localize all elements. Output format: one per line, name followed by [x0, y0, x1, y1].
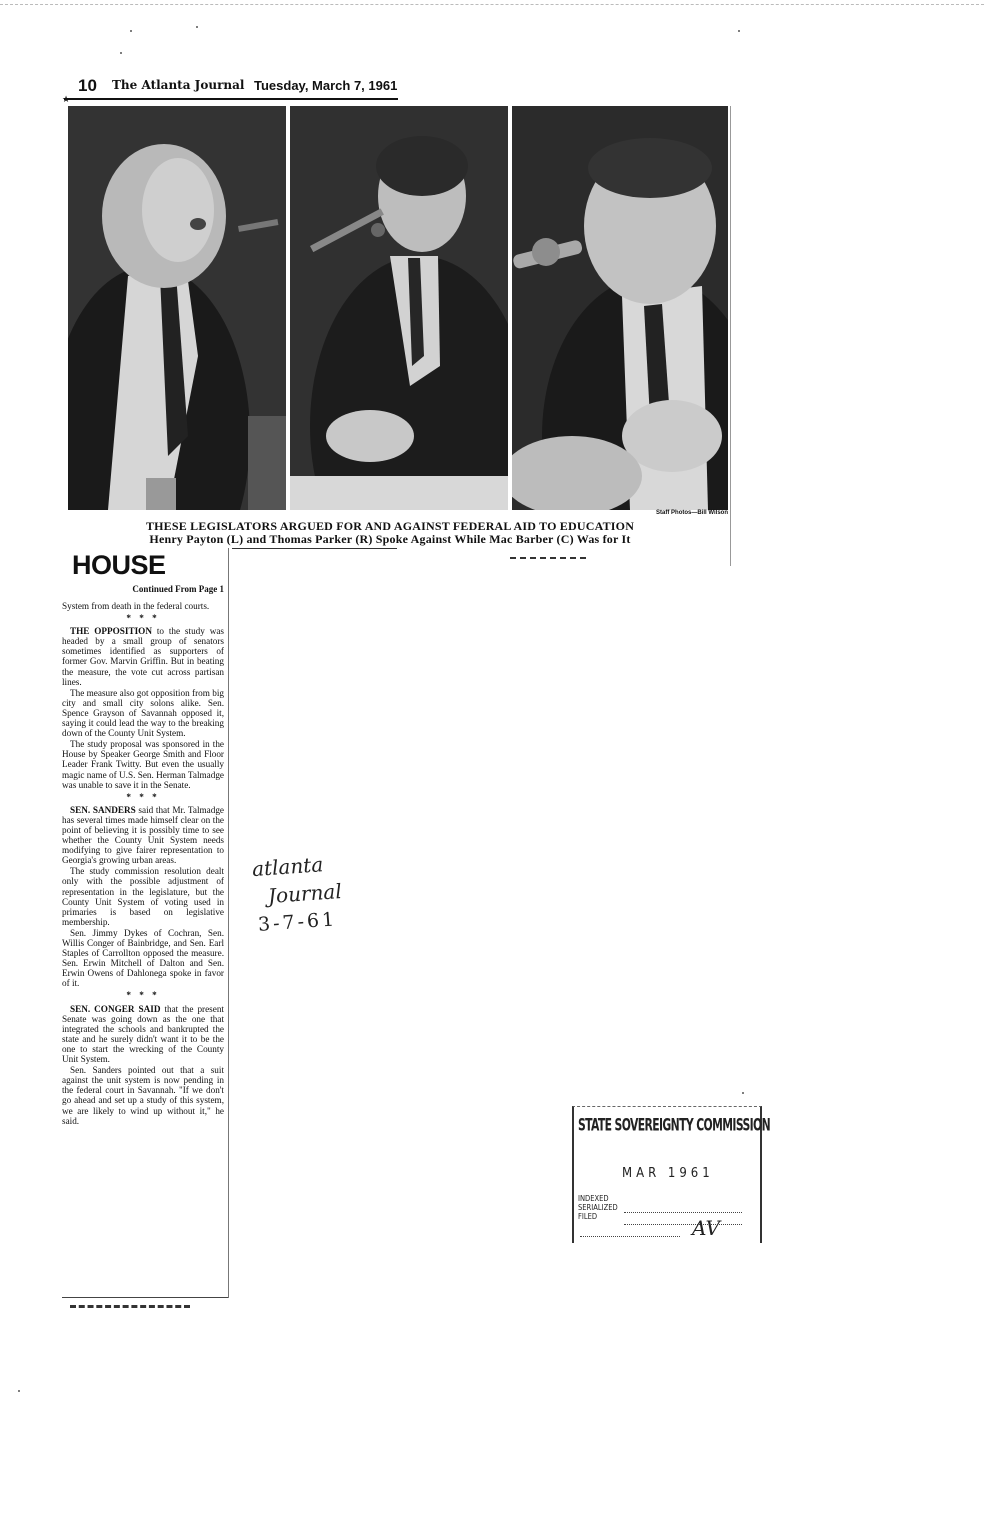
photo-left-speaker — [68, 106, 286, 510]
handwritten-paper-name: atlanta — [251, 852, 324, 882]
stamp-field-line — [624, 1224, 742, 1225]
article-bottom-rule — [62, 1297, 228, 1298]
caption-dash-rule — [510, 557, 586, 559]
speck — [120, 52, 122, 54]
separator: * * * — [126, 613, 160, 624]
stamp-field-line — [624, 1212, 742, 1213]
paragraph: Sen. Jimmy Dykes of Cochran, Sen. Willis Conger of Bainbridge, and Sen. Earl Staples of Carrollton opposed the measure. Sen. Erwin Mitchell of Dalton and Sen. Erwin Owens of Dahlonega spoke in favor of it. — [62, 927, 224, 989]
photo-center-speaker — [290, 106, 508, 510]
paragraph: The measure also got opposition from big city and small city solons alike. Sen. Spence Grayson of Savannah opposed it, saying it could lead the way to the breaking down of the County Unit System. — [62, 687, 224, 739]
paragraph-text: said that Mr. Talmadge has several times made himself clear on the point of believing it is possibly time to see whether the County Unit System needs modifying to give fairer representation to Georgia's growing urban areas. — [62, 804, 224, 866]
paragraph — [62, 626, 224, 687]
speck — [738, 30, 740, 32]
paragraph-text: to the study was headed by a small group of senators sometimes identified as supporters of former Gov. Marvin Griffin. But in beating the measure, the vote cut across partisan lines. — [62, 626, 224, 687]
paragraph-lead: THE OPPOSITION — [70, 626, 152, 637]
next-article-fragment — [70, 1305, 190, 1308]
caption-rule — [232, 548, 397, 549]
photo-caption-subtitle: Henry Payton (L) and Thomas Parker (R) Spoke Against While Mac Barber (C) Was for It — [149, 532, 631, 546]
paragraph-lead: SEN. SANDERS — [70, 804, 136, 815]
paragraph: The study commission resolution dealt only with the possible adjustment of representation in the legislature, but the County Unit System of voting used in primaries is based on legislative membership. — [62, 866, 224, 927]
photo-right-speaker — [512, 106, 728, 510]
speck — [130, 30, 132, 32]
commission-stamp — [566, 1096, 771, 1248]
handwritten-annotation — [251, 849, 344, 939]
speck — [196, 26, 198, 28]
column-rule — [228, 548, 229, 1298]
handwritten-paper-name-2: Journal — [267, 878, 343, 909]
stamp-indexed-label: INDEXED — [578, 1194, 609, 1203]
stamp-field-line — [580, 1236, 680, 1237]
page-number: 10 — [78, 76, 97, 95]
scan-edge-dots — [0, 4, 984, 5]
paragraph: The study proposal was sponsored in the House by Speaker George Smith and Floor Leader Frank Twitty. But even the usually magic name of U.S. Sen. Herman Talmadge was unable to save it in the Senate. — [62, 739, 224, 790]
stamp-filed-label: FILED — [578, 1212, 598, 1221]
stamp-title: STATE SOVEREIGNTY COMMISSION — [578, 1115, 771, 1135]
photo-caption-title: THESE LEGISLATORS ARGUED FOR AND AGAINST FEDERAL AID TO EDUCATION — [145, 519, 635, 533]
separator: * * * — [126, 990, 160, 1001]
photo-border-right — [730, 106, 731, 566]
speck — [18, 1390, 20, 1392]
photo-credit: Staff Photos—Bill Wilson — [656, 510, 728, 516]
paragraph — [62, 1004, 224, 1065]
newspaper-name: The Atlanta Journal — [112, 78, 245, 92]
paragraph: Sen. Sanders pointed out that a suit against the unit system is now pending in the federal court in Savannah. "If we don't go ahead and set up a study of this system, we are likely to wind up without it," he said. — [62, 1065, 224, 1126]
stamp-initials: AV — [692, 1216, 720, 1240]
separator: * * * — [126, 791, 160, 802]
article-body — [62, 601, 224, 1127]
speck — [742, 1092, 744, 1094]
stamp-serialized-label: SERIALIZED — [578, 1203, 618, 1212]
issue-date: Tuesday, March 7, 1961 — [254, 78, 398, 93]
masthead — [64, 76, 398, 100]
paragraph: System from death in the federal courts. — [62, 601, 210, 611]
photo-strip — [68, 106, 728, 510]
star-icon: ★ — [62, 94, 71, 104]
paragraph — [62, 805, 224, 866]
handwritten-date: 3-7-61 — [257, 908, 338, 936]
continued-note: Continued From Page 1 — [132, 584, 224, 594]
paragraph-text: that the present Senate was going down as the one that integrated the schools and bankrupted the state and he surely didn't want it to be the one to start the wrecking of the County Unit System. — [62, 1003, 224, 1065]
article-headline: HOUSE — [72, 550, 166, 580]
stamp-date: MAR 1961 — [622, 1166, 714, 1181]
paragraph-lead: SEN. CONGER SAID — [70, 1003, 161, 1014]
